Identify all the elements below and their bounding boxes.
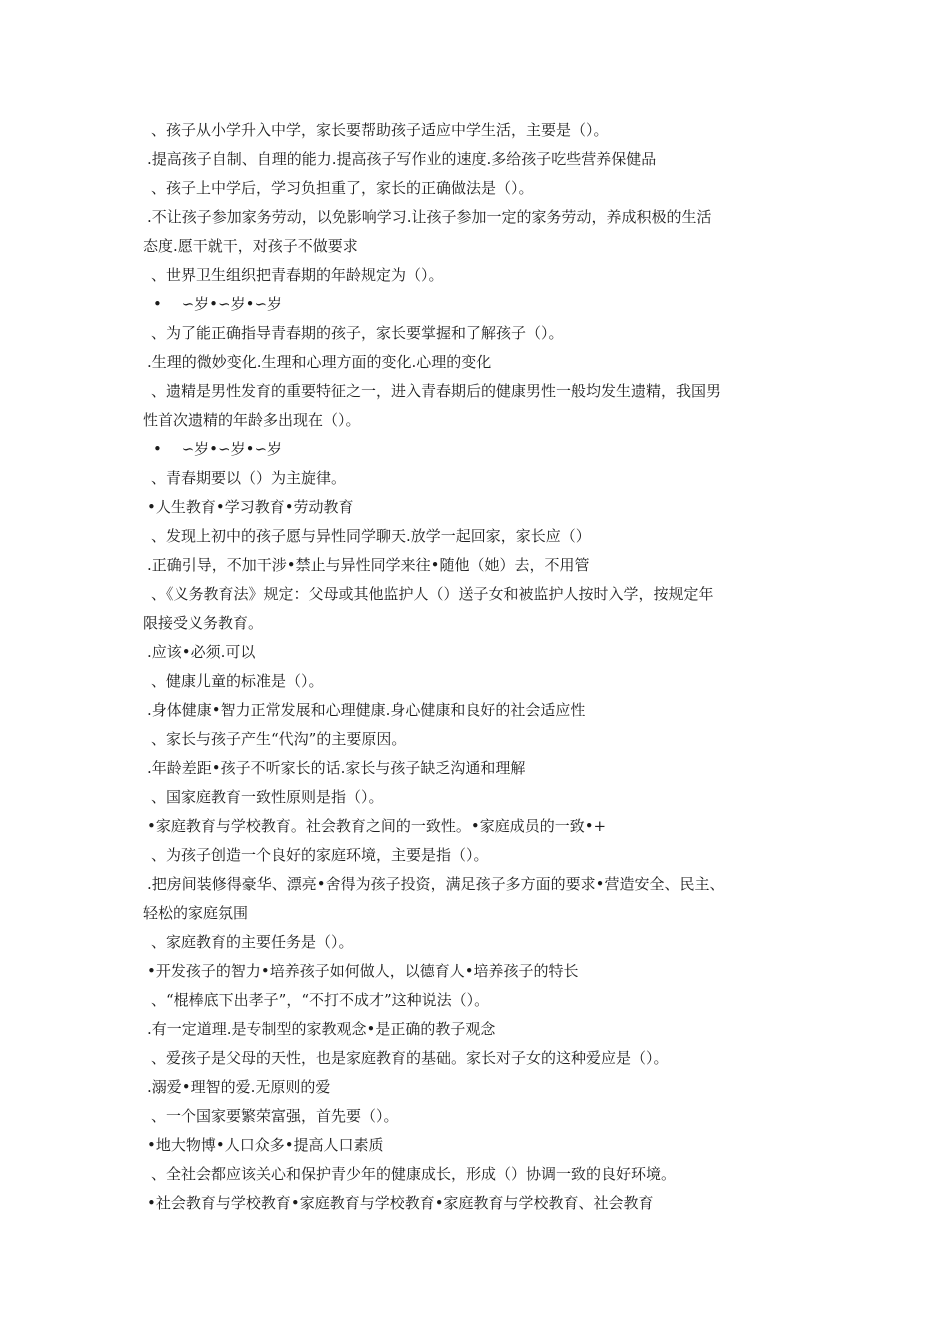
continuation-line: 性首次遗精的年龄多出现在（）。 (143, 411, 361, 429)
options-line: •地大物博•人口众多•提高人口素质 (147, 1136, 384, 1154)
options-line: •人生教育•学习教育•劳动教育 (147, 498, 354, 516)
options-line: .不让孩子参加家务劳动，以免影响学习.让孩子参加一定的家务劳动，养成积极的生活 (147, 208, 712, 226)
question-line: 、《义务教育法》规定：父母或其他监护人（）送子女和被监护人按时入学，按规定年 (151, 585, 714, 603)
question-line: 、健康儿童的标准是（）。 (151, 672, 324, 690)
continuation-line: 态度.愿干就干，对孩子不做要求 (143, 237, 358, 255)
question-line: 、一个国家要繁荣富强，首先要（）。 (151, 1107, 399, 1125)
question-line: 、遗精是男性发育的重要特征之一，进入青春期后的健康男性一般均发生遗精，我国男 (151, 382, 722, 400)
options-line: • ∽岁•∽岁•∽岁 (153, 295, 283, 313)
question-line: 、国家庭教育一致性原则是指（）。 (151, 788, 384, 806)
question-line: 、青春期要以（）为主旋律。 (151, 469, 347, 487)
options-line: •家庭教育与学校教育。社会教育之间的一致性。•家庭成员的一致•+ (147, 817, 607, 835)
question-line: 、家长与孩子产生“代沟”的主要原因。 (151, 730, 407, 748)
question-line: 、为孩子创造一个良好的家庭环境，主要是指（）。 (151, 846, 489, 864)
question-line: 、“棍棒底下出孝子”，“不打不成才”这种说法（）。 (151, 991, 490, 1009)
continuation-line: 轻松的家庭氛围 (143, 904, 249, 922)
options-line: .应该•必须.可以 (147, 643, 256, 661)
options-line: .生理的微妙变化.生理和心理方面的变化.心理的变化 (147, 353, 492, 371)
document-body (143, 116, 815, 1218)
question-line: 、全社会都应该关心和保护青少年的健康成长，形成（）协调一致的良好环境。 (151, 1165, 677, 1183)
options-line: .年龄差距•孩子不听家长的话.家长与孩子缺乏沟通和理解 (147, 759, 526, 777)
options-line: .身体健康•智力正常发展和心理健康.身心健康和良好的社会适应性 (147, 701, 586, 719)
options-line: •开发孩子的智力•培养孩子如何做人，以德育人•培养孩子的特长 (147, 962, 579, 980)
question-line: 、孩子上中学后，学习负担重了，家长的正确做法是（）。 (151, 179, 534, 197)
question-line: 、世界卫生组织把青春期的年龄规定为（）。 (151, 266, 444, 284)
question-line: 、家庭教育的主要任务是（）。 (151, 933, 354, 951)
options-line: .溺爱•理智的爱.无原则的爱 (147, 1078, 331, 1096)
options-line: •社会教育与学校教育•家庭教育与学校教育•家庭教育与学校教育、社会教育 (147, 1194, 654, 1212)
continuation-line: 限接受义务教育。 (143, 614, 264, 632)
options-line: • ∽岁•∽岁•∽岁 (153, 440, 283, 458)
question-line: 、爱孩子是父母的天性，也是家庭教育的基础。家长对子女的这种爱应是（）。 (151, 1049, 669, 1067)
options-line: .有一定道理.是专制型的家教观念•是正确的教子观念 (147, 1020, 496, 1038)
options-line: .提高孩子自制、自理的能力.提高孩子写作业的速度.多给孩子吃些营养保健品 (147, 150, 657, 168)
question-line: 、孩子从小学升入中学，家长要帮助孩子适应中学生活，主要是（）。 (151, 121, 609, 139)
options-line: .把房间装修得豪华、漂亮•舍得为孩子投资，满足孩子多方面的要求•营造安全、民主、 (147, 875, 725, 893)
question-line: 、为了能正确指导青春期的孩子，家长要掌握和了解孩子（）。 (151, 324, 564, 342)
question-line: 、发现上初中的孩子愿与异性同学聊天.放学一起回家，家长应（） (151, 527, 591, 545)
options-line: .正确引导，不加干涉•禁止与异性同学来往•随他（她）去，不用管 (147, 556, 590, 574)
